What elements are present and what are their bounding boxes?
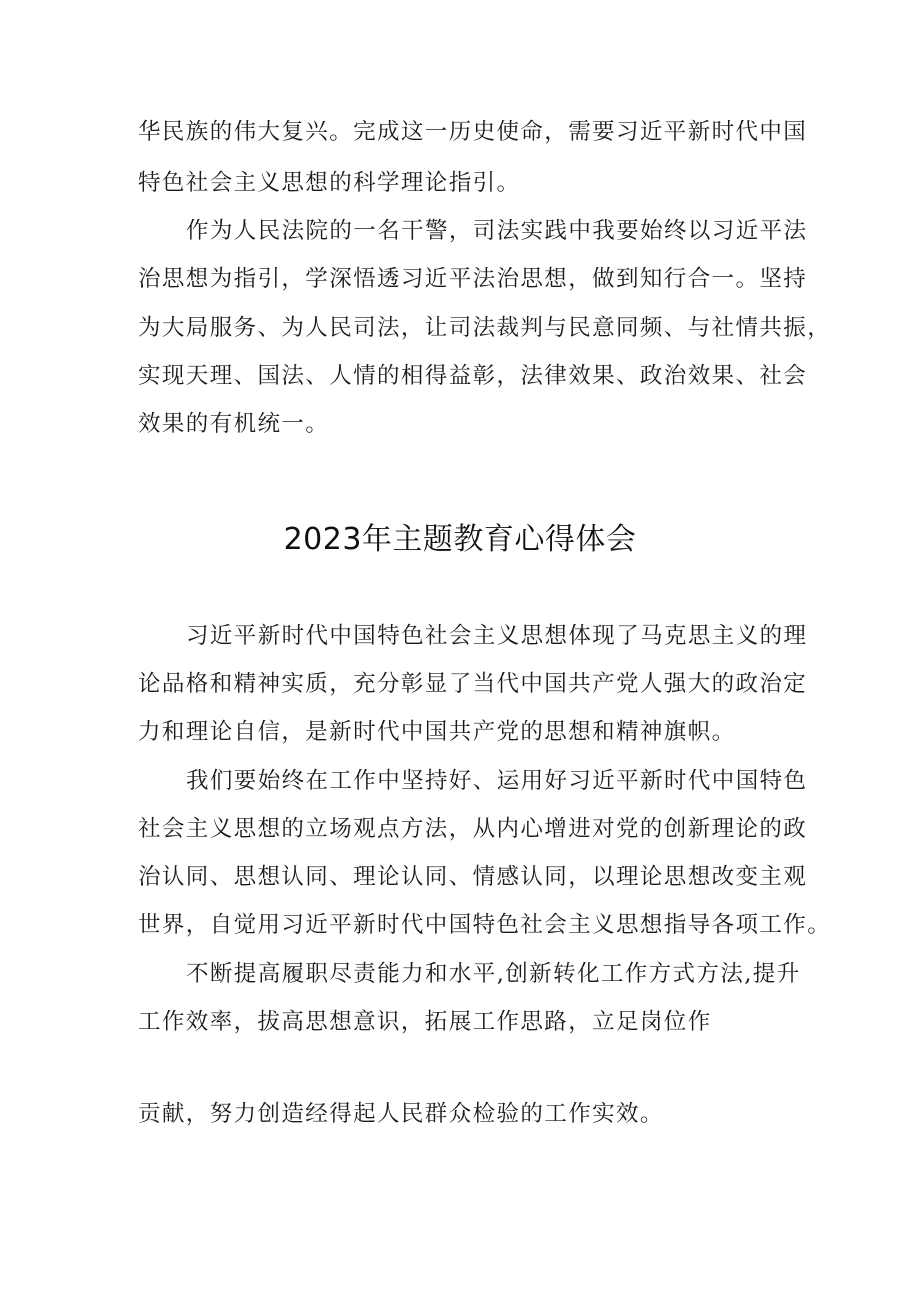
paragraph-line: 习近平新时代中国特色社会主义思想体现了马克思主义的理 <box>186 623 808 649</box>
paragraph-line: 贡献，努力创造经得起人民群众检验的工作实效。 <box>138 1101 664 1127</box>
paragraph-line: 论品格和精神实质，充分彰显了当代中国共产党人强大的政治定 <box>138 671 808 697</box>
paragraph-line: 作为人民法院的一名干警，司法实践中我要始终以习近平法 <box>186 218 808 244</box>
paragraph-line: 不断提高履职尽责能力和水平,创新转化工作方式方法,提升 <box>186 961 801 987</box>
paragraph-line: 为大局服务、为人民司法，让司法裁判与民意同频、与社情共振， <box>138 315 832 341</box>
paragraph-line: 华民族的伟大复兴。完成这一历史使命，需要习近平新时代中国 <box>138 119 808 145</box>
paragraph-line: 治思想为指引，学深悟透习近平法治思想，做到知行合一。坚持 <box>138 266 808 292</box>
paragraph-line: 特色社会主义思想的科学理论指引。 <box>138 170 521 196</box>
paragraph-line: 实现天理、国法、人情的相得益彰，法律效果、政治效果、社会 <box>138 363 808 389</box>
paragraph-line: 工作效率，拔高思想意识，拓展工作思路，立足岗位作 <box>138 1009 712 1035</box>
paragraph-line: 世界，自觉用习近平新时代中国特色社会主义思想指导各项工作。 <box>138 912 832 938</box>
document-title: 2023年主题教育心得体会 <box>283 522 637 557</box>
paragraph-line: 效果的有机统一。 <box>138 411 330 437</box>
paragraph-line: 我们要始终在工作中坚持好、运用好习近平新时代中国特色 <box>186 768 808 794</box>
paragraph-line: 社会主义思想的立场观点方法，从内心增进对党的创新理论的政 <box>138 816 808 842</box>
paragraph-line: 力和理论自信，是新时代中国共产党的思想和精神旗帜。 <box>138 719 736 745</box>
paragraph-line: 治认同、思想认同、理论认同、情感认同，以理论思想改变主观 <box>138 864 808 890</box>
